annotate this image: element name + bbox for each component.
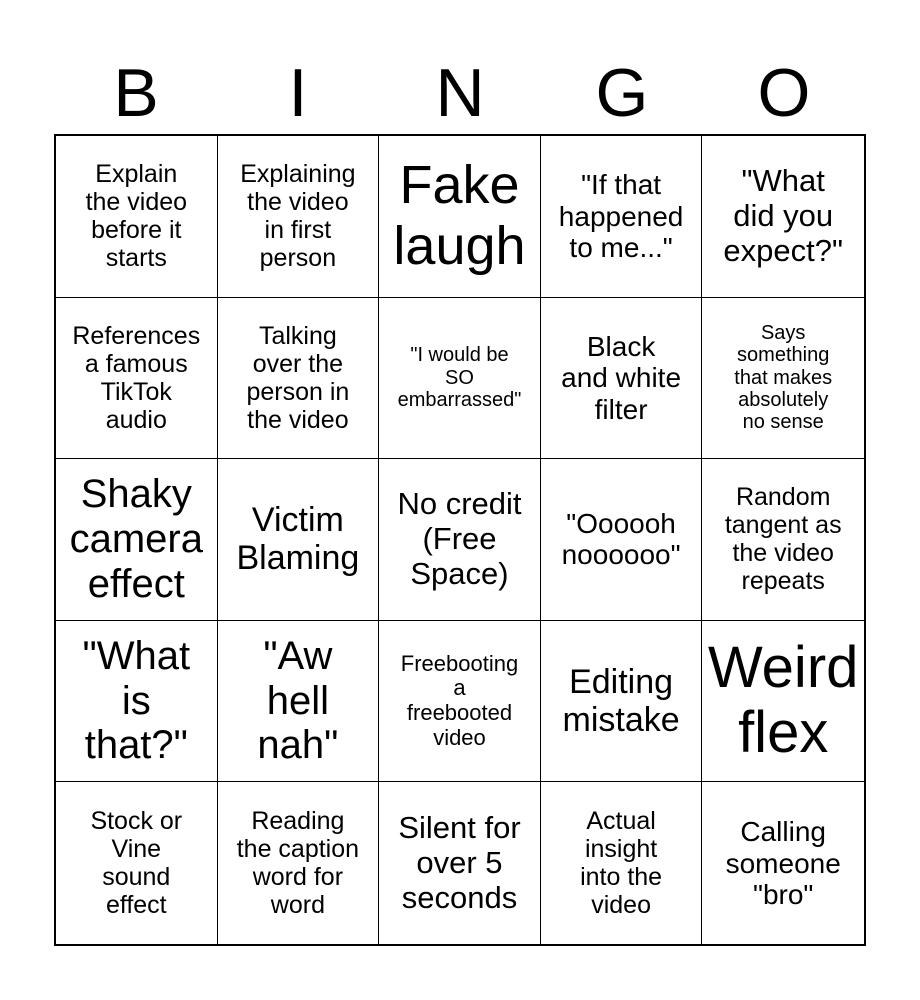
- header-letter-n: N: [435, 54, 485, 131]
- bingo-cell[interactable]: Editing mistake: [541, 621, 703, 783]
- bingo-cell[interactable]: "Oooooh noooooo": [541, 459, 703, 621]
- bingo-cell[interactable]: Talking over the person in the video: [218, 298, 380, 460]
- bingo-cell[interactable]: References a famous TikTok audio: [56, 298, 218, 460]
- bingo-cell[interactable]: "What is that?": [56, 621, 218, 783]
- bingo-cell[interactable]: Random tangent as the video repeats: [702, 459, 864, 621]
- header-letter-g: G: [595, 54, 649, 131]
- header-letter-o: O: [757, 54, 811, 131]
- bingo-cell[interactable]: "I would be SO embarrassed": [379, 298, 541, 460]
- header-letter-i: I: [288, 54, 308, 131]
- bingo-cell[interactable]: Fake laugh: [379, 136, 541, 298]
- bingo-cell[interactable]: "Aw hell nah": [218, 621, 380, 783]
- bingo-cell[interactable]: "What did you expect?": [702, 136, 864, 298]
- bingo-cell[interactable]: Explain the video before it starts: [56, 136, 218, 298]
- bingo-cell[interactable]: Freebooting a freebooted video: [379, 621, 541, 783]
- header-letter-b: B: [113, 54, 159, 131]
- bingo-cell free-space[interactable]: No credit (Free Space): [379, 459, 541, 621]
- bingo-cell[interactable]: Weird flex: [702, 621, 864, 783]
- bingo-cell[interactable]: Stock or Vine sound effect: [56, 782, 218, 944]
- bingo-cell[interactable]: Victim Blaming: [218, 459, 380, 621]
- bingo-cell[interactable]: Explaining the video in first person: [218, 136, 380, 298]
- bingo-cell[interactable]: Shaky camera effect: [56, 459, 218, 621]
- bingo-cell[interactable]: Actual insight into the video: [541, 782, 703, 944]
- bingo-header: [55, 50, 865, 135]
- bingo-cell[interactable]: Silent for over 5 seconds: [379, 782, 541, 944]
- bingo-cell[interactable]: Says something that makes absolutely no sense: [702, 298, 864, 460]
- bingo-cell[interactable]: Calling someone "bro": [725, 816, 841, 910]
- bingo-cell[interactable]: Reading the caption word for word: [218, 782, 380, 944]
- bingo-cell[interactable]: "If that happened to me...": [541, 136, 703, 298]
- bingo-cell[interactable]: Black and white filter: [541, 298, 703, 460]
- bingo-board: [54, 134, 866, 946]
